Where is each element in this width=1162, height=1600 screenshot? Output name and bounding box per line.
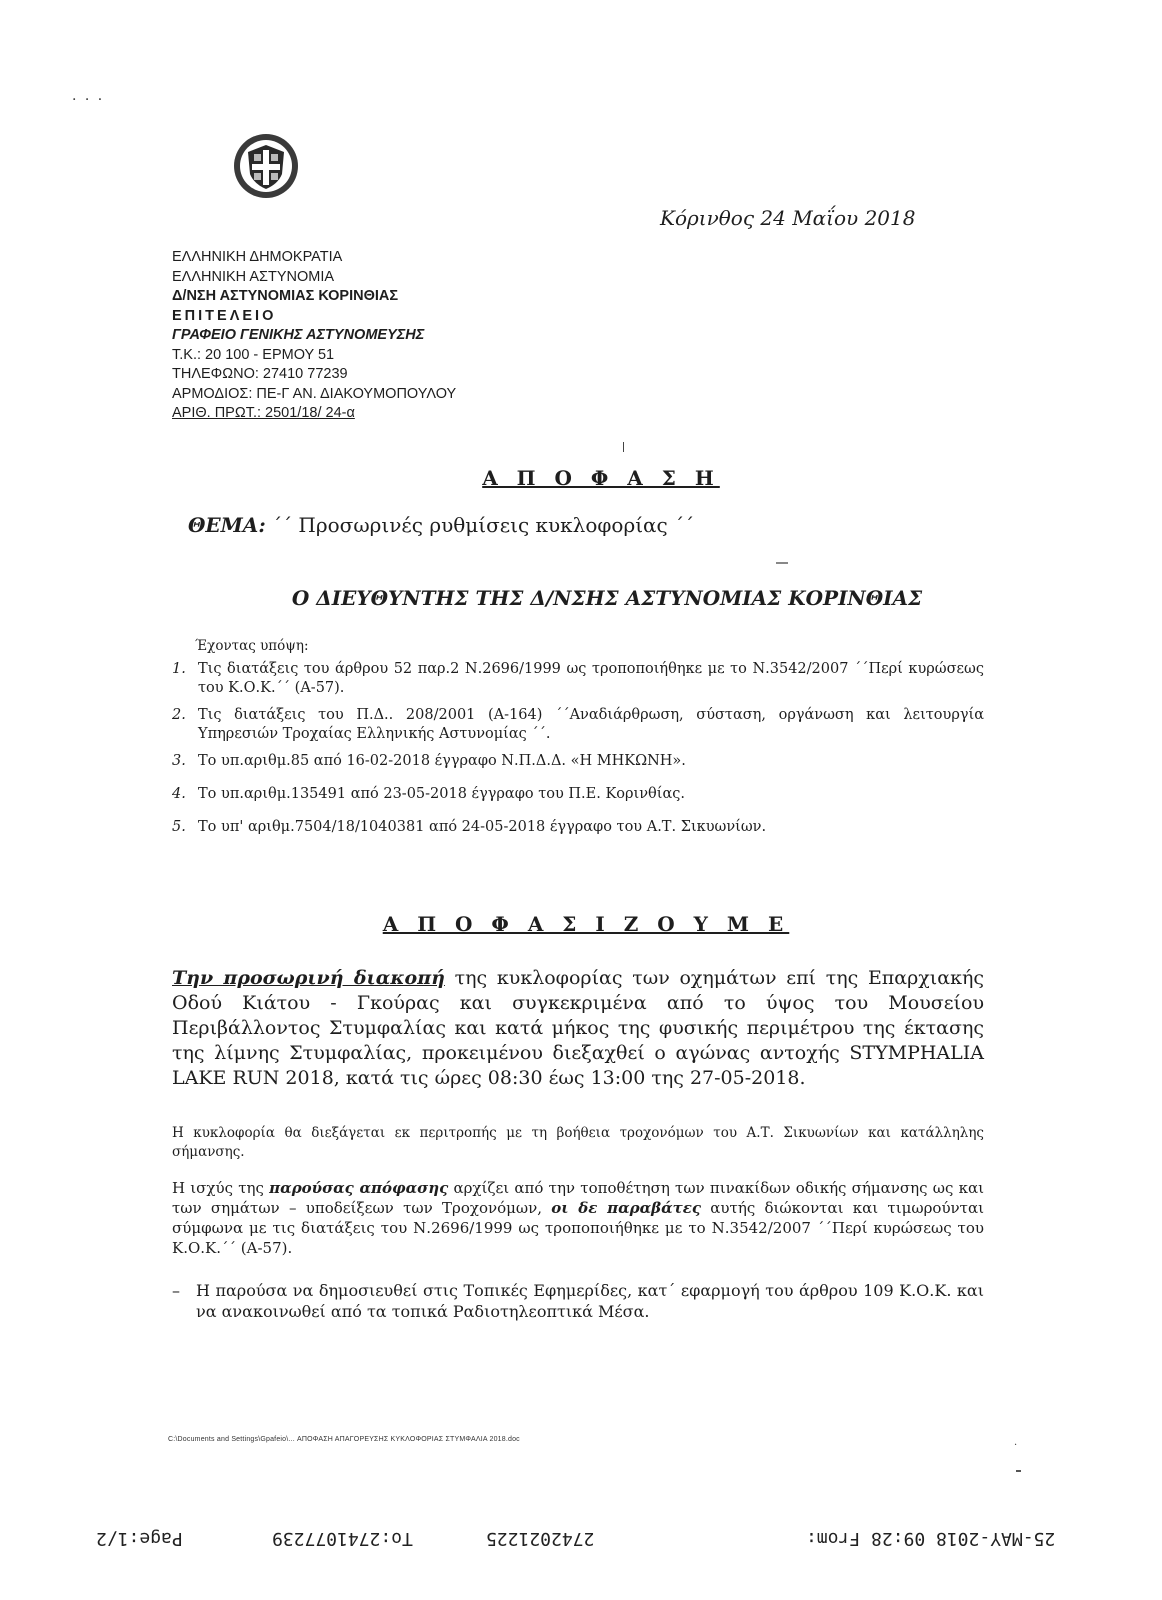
scan-mark (1016, 1470, 1021, 1472)
reference-number: 3. (172, 753, 186, 769)
reference-text: Το υπ' αριθμ.7504/18/1040381 από 24-05-2018 έγγραφο του Α.Τ. Σικυωνίων. (198, 819, 767, 835)
reference-number: 1. (172, 661, 186, 677)
publication-paragraph (172, 1280, 984, 1322)
header-office: ΓΡΑΦΕΙΟ ΓΕΝΙΚΗΣ ΑΣΤΥΝΟΜΕΥΣΗΣ (172, 327, 425, 343)
header-staff: ΕΠΙΤΕΛΕΙΟ (172, 307, 277, 324)
issuer-header (172, 248, 456, 424)
reference-text: Το υπ.αριθμ.135491 από 23-05-2018 έγγραφο του Π.Ε. Κορινθίας. (198, 786, 685, 802)
publication-dash: – (172, 1281, 180, 1300)
fax-from-number: 2742021225 (486, 1528, 595, 1549)
decision-title: Α Π Ο Φ Α Σ Η (482, 466, 720, 490)
fax-header-line (0, 1520, 1162, 1560)
header-address: Τ.Κ.: 20 100 - ΕΡΜΟΥ 51 (172, 346, 335, 363)
main-text: της κυκλοφορίας των οχημάτων επί της Επαρχιακής Οδού Κιάτου - Γκούρας και συγκεκριμένα από το ύψος του Μουσείου Περιβάλλοντος Στυμφαλίας και κατά μήκος της φυσικής περιμέτρου της έκτασης της λίμνης Στυμφαλίας, προκειμένου διεξαχθεί ο αγώνας αντοχής STYMPHALIA LAKE RUN 2018, κατά τις ώρες 08:30 έως 13:00 της 27-05-2018. (172, 967, 984, 1089)
director-title: Ο ΔΙΕΥΘΥΝΤΗΣ ΤΗΣ Δ/ΝΣΗΣ ΑΣΤΥΝΟΜΙΑΣ ΚΟΡΙΝΘΙΑΣ (291, 586, 923, 610)
header-republic: ΕΛΛΗΝΙΚΗ ΔΗΜΟΚΡΑΤΙΑ (172, 249, 343, 265)
reference-text: Τις διατάξεις του Π.Δ.. 208/2001 (Α-164) ΄΄Αναδιάρθρωση, σύσταση, οργάνωση και λειτουργία Υπηρεσιών Τροχαίας Ελληνικής Αστυνομίας ΄΄. (198, 707, 984, 742)
scan-mark: · (1014, 1440, 1018, 1451)
header-directorate: Δ/ΝΣΗ ΑΣΤΥΝΟΜΙΑΣ ΚΟΡΙΝΘΙΑΣ (172, 288, 399, 304)
header-protocol-number: ΑΡΙΘ. ΠΡΩΤ.: 2501/18/ 24-α (172, 405, 355, 421)
main-decision-paragraph (172, 966, 984, 1091)
header-phone: ΤΗΛΕΦΩΝΟ: 27410 77239 (172, 366, 348, 382)
reference-text: Το υπ.αριθμ.85 από 16-02-2018 έγγραφο Ν.Π.Δ.Δ. «Η ΜΗΚΩΝΗ». (198, 753, 686, 769)
scan-speckles: · · · (72, 92, 105, 108)
fax-to: To:2741077239 (272, 1528, 413, 1549)
decide-title: Α Π Ο Φ Α Σ Ι Ζ Ο Υ Μ Ε (382, 912, 790, 936)
having-regard-label: Έχοντας υπόψη: (195, 638, 309, 654)
reference-item (172, 785, 984, 804)
scan-mark (776, 562, 788, 564)
reference-number: 5. (172, 819, 186, 835)
validity-part3: αυτής διώκονται και τιμωρούνται σύμφωνα με τις διατάξεις του Ν.2696/1999 ως τροποποιήθηκε με το Ν.3542/2007 ΄΄Περί κυρώσεως του Κ.Ο.Κ.΄΄ (Α-57). (172, 1199, 984, 1257)
publication-text: Η παρούσα να δημοσιευθεί στις Τοπικές Εφημερίδες, κατ΄ εφαρμογή του άρθρου 109 Κ.Ο.Κ. και να ανακοινωθεί από τα τοπικά Ραδιοτηλεοπτικά Μέσα. (196, 1281, 984, 1321)
reference-item (172, 818, 984, 837)
reference-number: 2. (172, 707, 186, 723)
reference-item (172, 706, 984, 744)
validity-emphasis-2: οι δε παραβάτες (551, 1199, 702, 1217)
header-officer: ΑΡΜΟΔΙΟΣ: ΠΕ-Γ ΑΝ. ΔΙΑΚΟΥΜΟΠΟΥΛΟΥ (172, 385, 457, 402)
subject-label: ΘΕΜΑ: (188, 513, 266, 537)
scan-mark (623, 442, 624, 452)
footer-file-path: C:\Documents and Settings\Gpafeio\... ΑΠΟΦΑΣΗ ΑΠΑΓΟΡΕΥΣΗΣ ΚΥΚΛΟΦΟΡΙΑΣ ΣΤΥΜΦΑΛΙΑ 2018.doc (168, 1436, 520, 1443)
references-list (172, 660, 984, 845)
reference-number: 4. (172, 786, 186, 802)
document-date: Κόρινθος 24 Μαΐου 2018 (660, 206, 916, 230)
validity-part2: αρχίζει από την τοποθέτηση των πινακίδων οδικής σήμανσης ως και των σημάτων – υποδείξεων των Τροχονόμων, (172, 1179, 984, 1217)
traffic-paragraph: Η κυκλοφορία θα διεξάγεται εκ περιτροπής με τη βοήθεια τροχονόμων του Α.Τ. Σικυωνίων και κατάλληλης σήμανσης. (172, 1125, 984, 1160)
subject-line (188, 513, 694, 537)
validity-emphasis-1: παρούσας απόφασης (269, 1179, 449, 1197)
main-emphasis: Την προσωρινή διακοπή (172, 967, 445, 989)
subject-text: ΄΄ Προσωρινές ρυθμίσεις κυκλοφορίας ΄΄ (272, 513, 695, 537)
reference-text: Τις διατάξεις του άρθρου 52 παρ.2 Ν.2696/1999 ως τροποποιήθηκε με το Ν.3542/2007 ΄΄Περί κυρώσεως του Κ.Ο.Κ.΄΄ (Α-57). (198, 661, 984, 696)
header-police: ΕΛΛΗΝΙΚΗ ΑΣΤΥΝΟΜΙΑ (172, 268, 335, 285)
reference-item (172, 752, 984, 771)
fax-page: Page:1/2 (96, 1528, 183, 1549)
greek-coat-of-arms-emblem (232, 132, 300, 200)
reference-item (172, 660, 984, 698)
fax-date: 25-MAY-2018 09:28 From: (806, 1528, 1056, 1549)
validity-part1: Η ισχύς της (172, 1179, 270, 1197)
validity-paragraph (172, 1178, 984, 1258)
